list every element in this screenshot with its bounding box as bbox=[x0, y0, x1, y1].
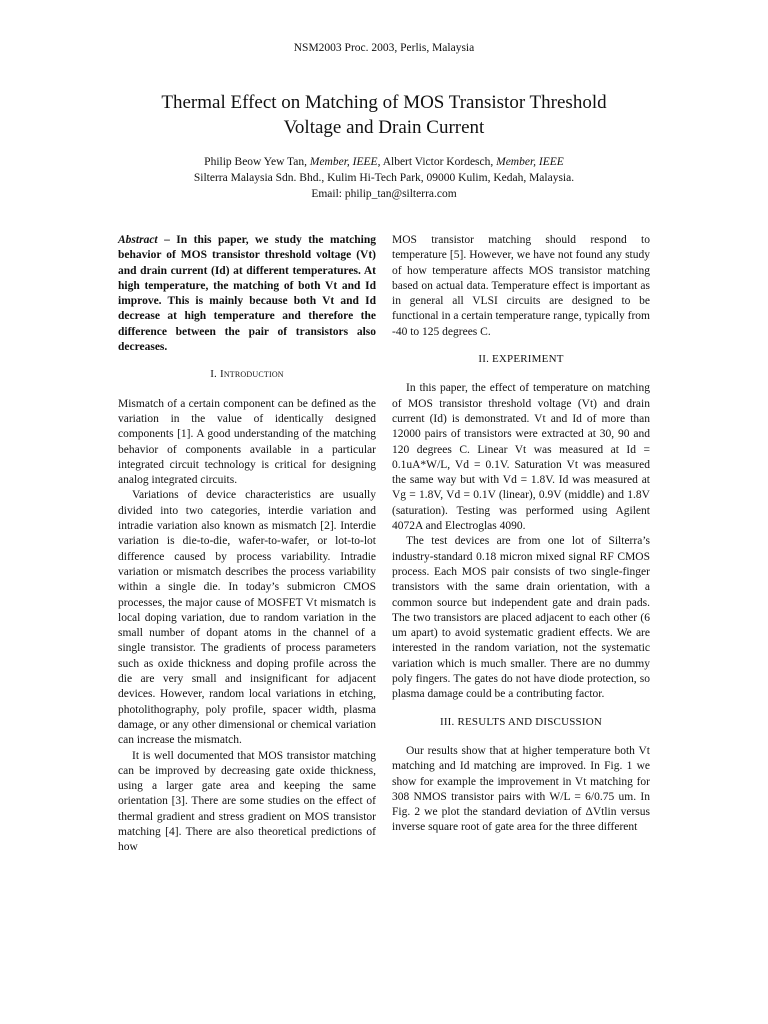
title-line-1: Thermal Effect on Matching of MOS Transistor Threshold bbox=[161, 92, 607, 113]
intro-paragraph-1: Mismatch of a certain component can be defined as the variation in the value of identically designed components [1]. A good understanding of the matching behavior of components available in a particular integrated circuit technology is critical for designing analog integrated circuits. bbox=[118, 397, 376, 487]
intro-paragraph-3: It is well documented that MOS transistor matching can be improved by decreasing gate oxide thickness, using a larger gate area and keeping the same orientation [3]. There are some studies on the effect of thermal gradient and stress gradient on MOS transistor matching [4]. There are also theoretical predictions of how bbox=[118, 749, 376, 854]
paper-title bbox=[80, 90, 688, 140]
right-paragraph-1: MOS transistor matching should respond to temperature [5]. However, we have not found any study of how temperature affects MOS transistor matching based on actual data. Temperature effect is important as in general all VLSI circuits are designed to be functional in a certain temperature range, typically from -40 to 125 degrees C. bbox=[392, 234, 650, 338]
running-header: NSM2003 Proc. 2003, Perlis, Malaysia bbox=[293, 42, 475, 54]
author-line bbox=[40, 154, 728, 170]
section-1-title: Introduction bbox=[219, 368, 284, 381]
section-1-number: I. bbox=[210, 368, 220, 381]
intro-paragraph-2: Variations of device characteristics are usually divided into two categories, interdie variation and intradie variation also known as mismatch [2]. Interdie variation is die-to-die, wafer-to-wafer, or lot-to-lot difference caused by process variability. Intradie variation or mismatch describes the process variability within a single die. In today’s submicron CMOS processes, the major cause of MOSFET Vt mismatch is local doping variation, due to random variation in the small number of dopant atoms in the channel of a single transistor. The gradients of process parameters such as oxide thickness and doping profile across the die are very small and insignificant for adjacent devices. However, random local variations in etching, photolithography, poly profile, spacer width, plasma damage, or any other dimensional or chemical variation can increase the mismatch. bbox=[118, 489, 376, 747]
results-paragraph-1: Our results show that at higher temperature both Vt matching and Id matching are improved. In Fig. 1 we show for example the improvement in Vt matching for 308 NMOS transistor pairs with W/L = 6/0.75 um. In Fig. 2 we plot the standard deviation of ΔVtlin versus inverse square root of gate area for the three different bbox=[392, 744, 650, 834]
author-2-name: , Albert Victor Kordesch, bbox=[377, 156, 497, 168]
left-column bbox=[118, 233, 376, 856]
abstract-text: – In this paper, we study the matching behavior of MOS transistor threshold voltage (Vt) and drain current (Id) at different temperatures. At high temperature, the matching of both Vt and Id improve. This is mainly because both Vt and Id decrease at high temperature and therefore the difference between the pair of transistors also decreases. bbox=[118, 234, 376, 354]
email: Email: philip_tan@silterra.com bbox=[311, 188, 457, 200]
author-2-role: Member, IEEE bbox=[496, 156, 564, 168]
section-2-heading: II. EXPERIMENT bbox=[478, 353, 564, 366]
affiliation: Silterra Malaysia Sdn. Bhd., Kulim Hi-Tech Park, 09000 Kulim, Kedah, Malaysia. bbox=[193, 172, 575, 184]
section-3-heading: III. RESULTS AND DISCUSSION bbox=[439, 715, 603, 728]
section-1-heading bbox=[118, 367, 376, 382]
author-1-role: Member, IEEE bbox=[309, 156, 378, 168]
right-column bbox=[392, 233, 650, 836]
author-block bbox=[40, 154, 728, 202]
author-1-name: Philip Beow Yew Tan, bbox=[204, 156, 310, 168]
experiment-paragraph-2: The test devices are from one lot of Silterra’s industry-standard 0.18 micron mixed signal RF CMOS process. Each MOS pair consists of two single-finger transistors with the same drain orientation, with a common source but independent gate and drain pads. The two transistors are placed adjacent to each other (6 um apart) to avoid systematic gradient effects. We are interested in the random variation, not the systematic variation which is much smaller. There are no dummy poly fingers. The gates do not have diode protection, so plasma damage could be a contributing factor. bbox=[392, 535, 650, 701]
abstract bbox=[118, 233, 376, 355]
abstract-label: Abstract bbox=[118, 234, 158, 246]
title-line-2: Voltage and Drain Current bbox=[283, 117, 485, 138]
experiment-paragraph-1: In this paper, the effect of temperature on matching of MOS transistor threshold voltage (Vt) and drain current (Id) is demonstrated. Vt and Id of more than 12000 pairs of transistors were extracted at 30, 90 and 120 degrees C. Linear Vt was measured at Id = 0.1uA*W/L, Vd = 0.1V. Saturation Vt was measured the same way but with Vd = 1.8V. Id was measured at Vg = 1.8V, Vd = 0.1V (linear), 0.9V (middle) and 1.8V (saturation). Testing was performed using Agilent 4072A and Electroglas 4090. bbox=[392, 382, 650, 533]
